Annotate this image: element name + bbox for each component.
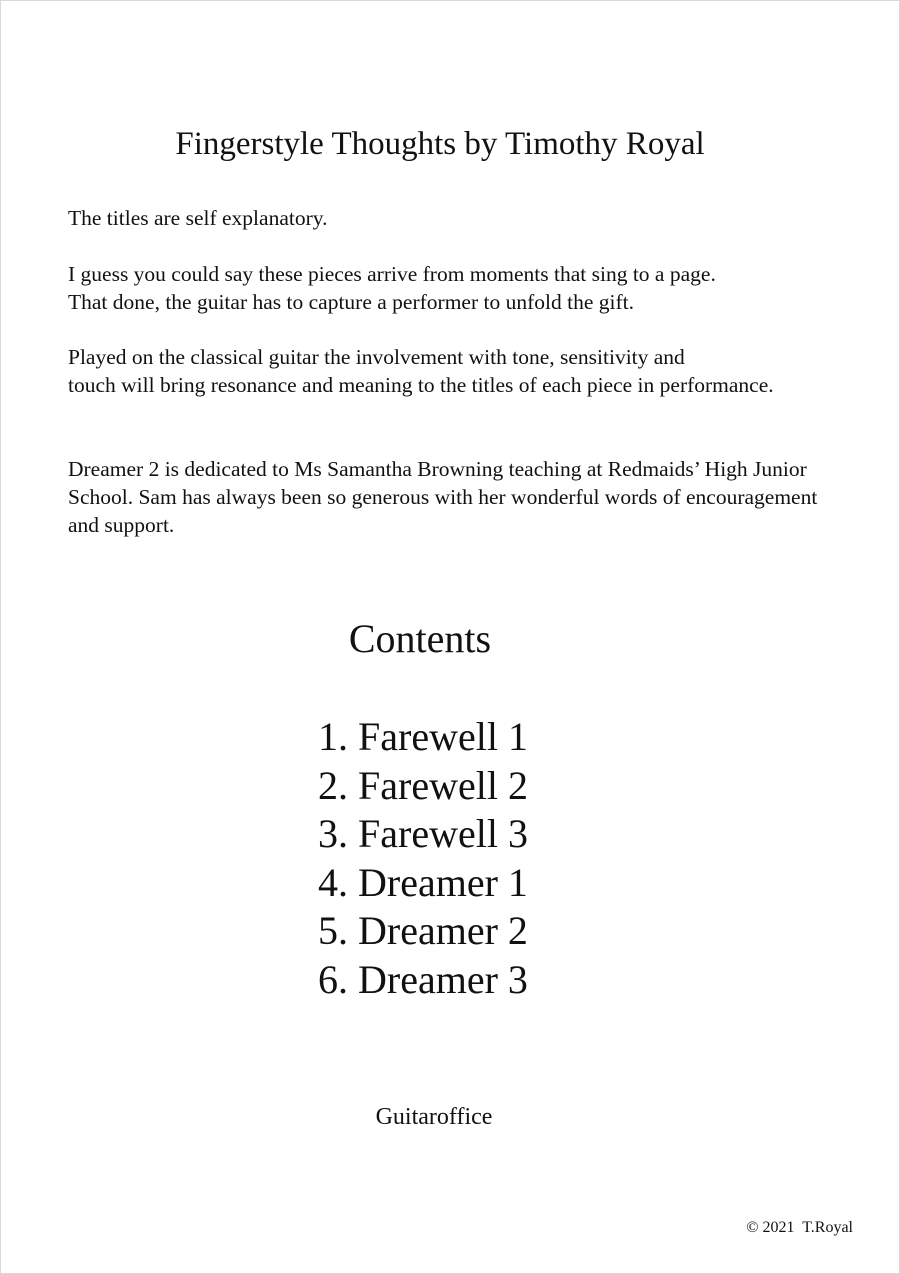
intro-paragraph: The titles are self explanatory.: [68, 206, 328, 230]
dedication-paragraph: Dreamer 2 is dedicated to Ms Samantha Browning teaching at Redmaids’ High Junior School. Sam has always been so generous with her wonderful words of encouragement and support.: [68, 457, 818, 537]
document-title: Fingerstyle Thoughts by Timothy Royal: [175, 126, 705, 162]
performance-paragraph-line-2: touch will bring resonance and meaning to the titles of each piece in performance.: [68, 373, 774, 397]
contents-item: 4. Dreamer 1: [318, 859, 528, 905]
origin-paragraph-line-2: That done, the guitar has to capture a performer to unfold the gift.: [68, 290, 634, 314]
origin-paragraph: [68, 260, 846, 316]
performance-paragraph-line-1: Played on the classical guitar the involvement with tone, sensitivity and: [68, 345, 685, 369]
contents-item: 5. Dreamer 2: [318, 908, 528, 953]
contents-item: 2. Farewell 2: [318, 762, 528, 808]
contents-item: 3. Farewell 3: [318, 811, 528, 856]
contents-item: 1. Farewell 1: [318, 714, 528, 759]
contents-heading: Contents: [348, 616, 492, 661]
copyright-notice: © 2021 T.Royal: [746, 1219, 853, 1236]
contents-list: [318, 713, 528, 1004]
publisher-name: Guitaroffice: [375, 1104, 493, 1130]
contents-item: 6. Dreamer 3: [318, 956, 528, 1002]
performance-paragraph: [68, 343, 846, 399]
origin-paragraph-line-1: I guess you could say these pieces arrive from moments that sing to a page.: [68, 262, 716, 286]
